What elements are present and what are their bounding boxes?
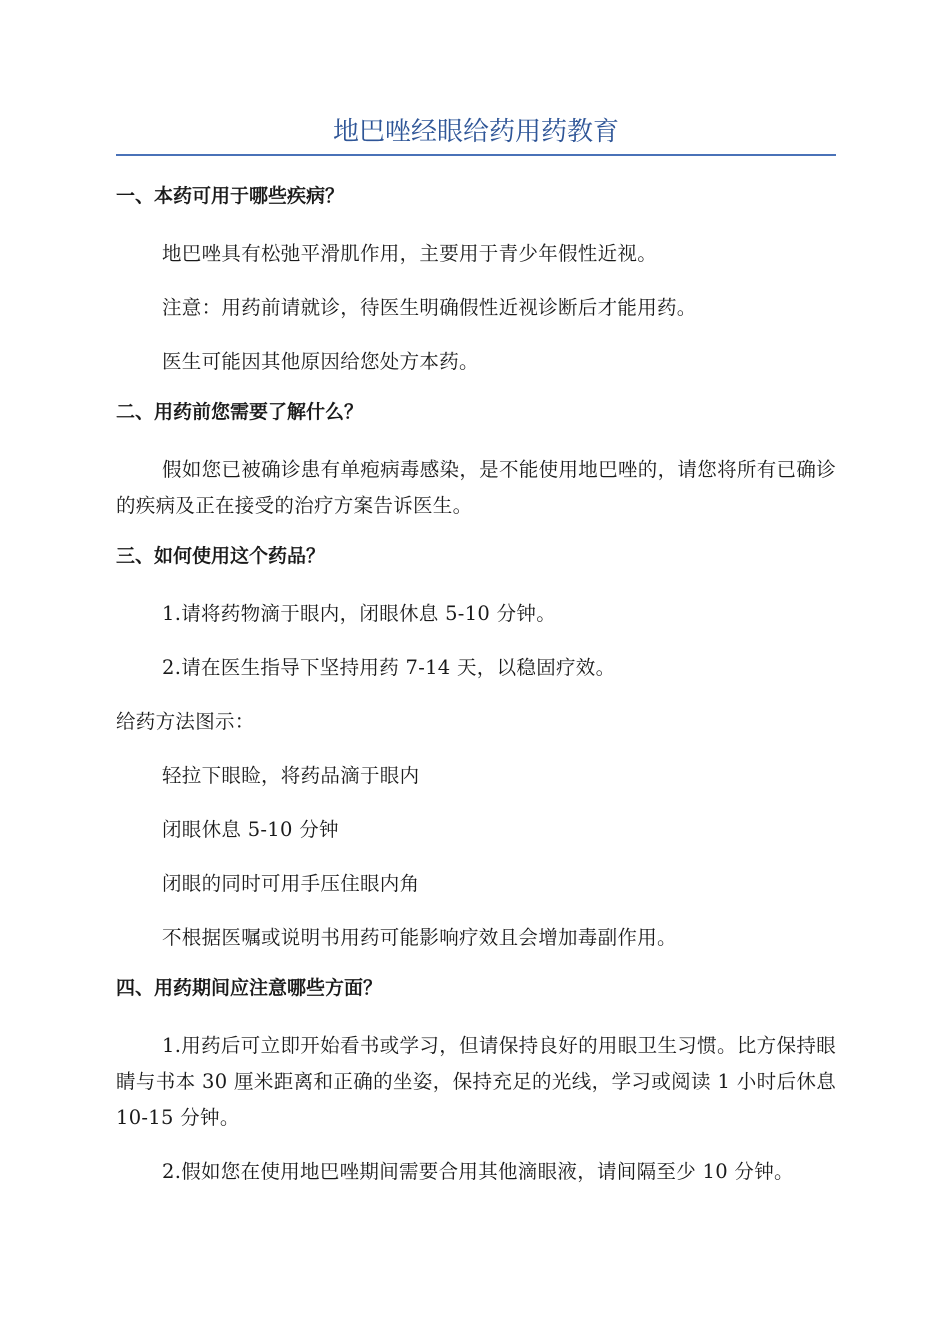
section-1-paragraph-2: 注意：用药前请就诊，待医生明确假性近视诊断后才能用药。: [162, 296, 697, 319]
section-1-paragraph-3: 医生可能因其他原因给您处方本药。: [162, 350, 479, 373]
section-4-heading: 四、用药期间应注意哪些方面？: [116, 977, 383, 999]
section-2-paragraph-1: 假如您已被确诊患有单疱病毒感染，是不能使用地巴唑的，请您将所有已确诊的疾病及正在接受的治疗方案告诉医生。: [116, 458, 836, 517]
section-2-heading: 二、用药前您需要了解什么？: [116, 401, 364, 423]
illustration-step-3: 闭眼的同时可用手压住眼内角: [162, 872, 420, 895]
section-4-paragraph-2: 2.假如您在使用地巴唑期间需要合用其他滴眼液，请间隔至少 10 分钟。: [162, 1160, 794, 1183]
section-1-heading: 一、本药可用于哪些疾病？: [116, 185, 345, 207]
usage-warning: 不根据医嘱或说明书用药可能影响疗效且会增加毒副作用。: [162, 926, 677, 949]
illustration-label: 给药方法图示：: [116, 710, 255, 733]
section-3-paragraph-2: 2.请在医生指导下坚持用药 7-14 天，以稳固疗效。: [162, 656, 616, 679]
document-title: 地巴唑经眼给药用药教育: [332, 117, 619, 147]
section-1-paragraph-1: 地巴唑具有松弛平滑肌作用，主要用于青少年假性近视。: [162, 242, 658, 265]
document-page: [116, 112, 836, 1208]
section-3-heading: 三、如何使用这个药品？: [116, 545, 326, 567]
illustration-step-1: 轻拉下眼睑，将药品滴于眼内: [162, 764, 420, 787]
section-4-paragraph-1: 1.用药后可立即开始看书或学习，但请保持良好的用眼卫生习惯。比方保持眼睛与书本 30 厘米距离和正确的坐姿，保持充足的光线，学习或阅读 1 小时后休息 10-15 分钟。: [116, 1034, 836, 1129]
illustration-step-2: 闭眼休息 5-10 分钟: [162, 818, 339, 841]
section-3-paragraph-1: 1.请将药物滴于眼内，闭眼休息 5-10 分钟。: [162, 602, 557, 625]
title-underline: [116, 154, 836, 156]
